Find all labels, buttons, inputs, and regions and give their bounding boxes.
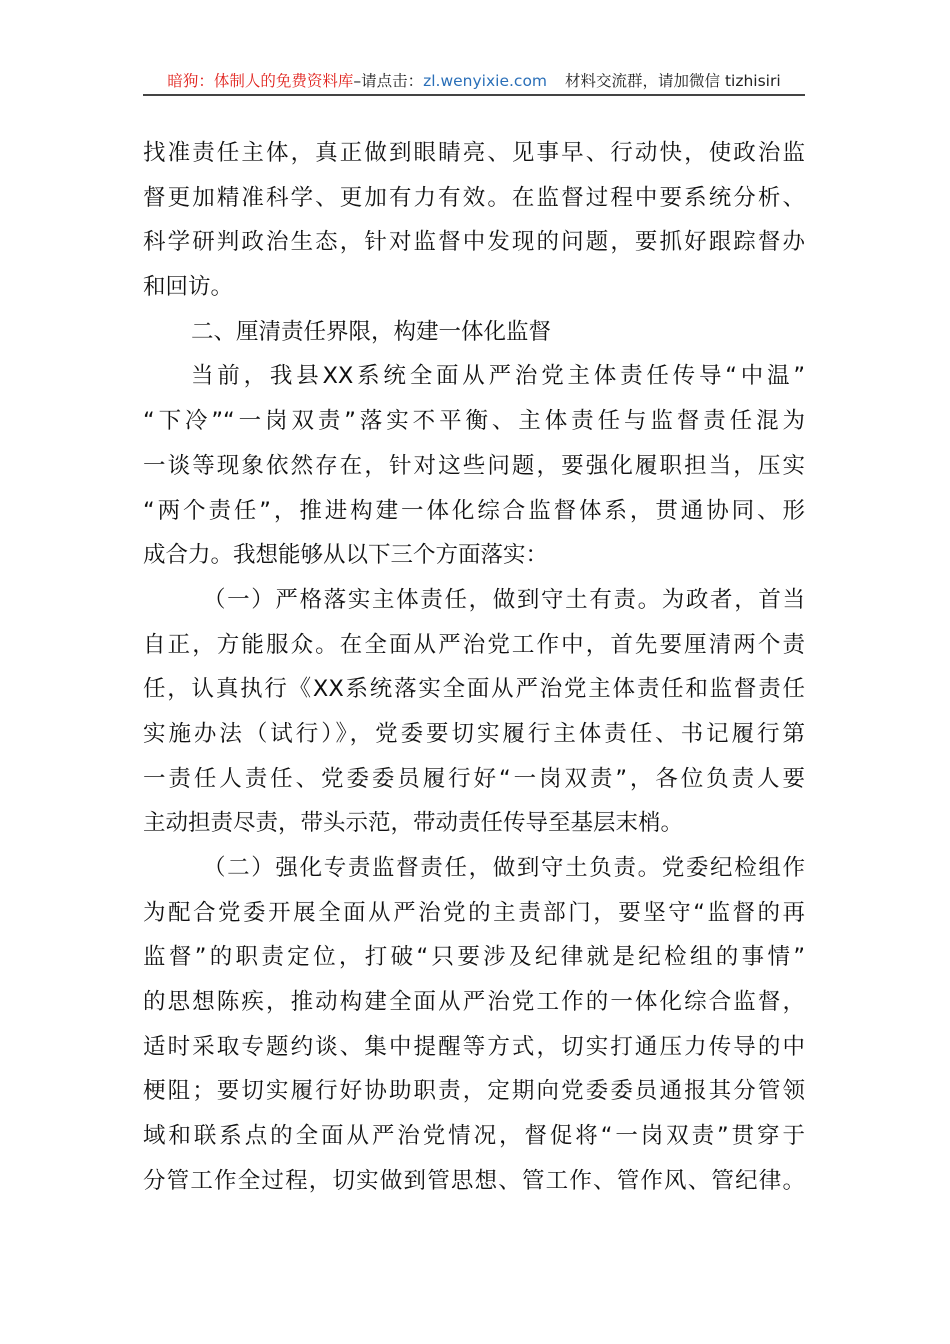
text-line: 的思想陈疾，推动构建全面从严治党工作的一体化综合监督， — [143, 989, 805, 1016]
header-contact: 材料交流群，请加微信 tizhisiri — [565, 72, 781, 90]
text-line: 监督”的职责定位，打破“只要涉及纪律就是纪检组的事情” — [143, 944, 805, 971]
header-brand: 暗狗：体制人的免费资料库 — [167, 72, 354, 90]
text-line: 督更加精准科学、更加有力有效。在监督过程中要系统分析、 — [143, 184, 805, 211]
subsection-line: （一）严格落实主体责任，做到守土有责。为政者，首当 — [203, 586, 805, 613]
text-line: “两个责任”，推进构建一体化综合监督体系，贯通协同、形 — [143, 497, 805, 524]
text-line: 自正，方能服众。在全面从严治党工作中，首先要厘清两个责 — [143, 631, 805, 658]
text-line: 适时采取专题约谈、集中提醒等方式，切实打通压力传导的中 — [143, 1033, 805, 1060]
text-line: 分管工作全过程，切实做到管思想、管工作、管作风、管纪律。 — [143, 1167, 805, 1194]
text-line: 一谈等现象依然存在，针对这些问题，要强化履职担当，压实 — [143, 452, 805, 479]
text-line: 科学研判政治生态，针对监督中发现的问题，要抓好跟踪督办 — [143, 229, 805, 256]
document-body — [143, 135, 805, 1208]
section-heading: 二、厘清责任界限，构建一体化监督 — [191, 318, 552, 345]
text-line: 当前，我县XX系统全面从严治党主体责任传导“中温” — [191, 363, 805, 390]
text-line: 任，认真执行《XX系统落实全面从严治党主体责任和监督责任 — [143, 676, 805, 703]
text-line: 一责任人责任、党委委员履行好“一岗双责”，各位负责人要 — [143, 765, 805, 792]
text-line: 主动担责尽责，带头示范，带动责任传导至基层末梢。 — [143, 810, 684, 837]
text-line: “下冷”“一岗双责”落实不平衡、主体责任与监督责任混为 — [143, 408, 805, 435]
text-line: 找准责任主体，真正做到眼睛亮、见事早、行动快，使政治监 — [143, 140, 805, 166]
text-line: 为配合党委开展全面从严治党的主责部门，要坚守“监督的再 — [143, 899, 805, 926]
text-line: 梗阻；要切实履行好协助职责，定期向党委委员通报其分管领 — [143, 1078, 805, 1105]
text-line: 成合力。我想能够从以下三个方面落实： — [143, 542, 549, 569]
text-line: 域和联系点的全面从严治党情况，督促将“一岗双责”贯穿于 — [143, 1123, 805, 1150]
subsection-line: （二）强化专责监督责任，做到守土负责。党委纪检组作 — [203, 855, 805, 881]
page-header — [143, 68, 805, 96]
text-line: 和回访。 — [143, 274, 234, 301]
header-click-prompt: –请点击： — [353, 72, 424, 90]
header-link[interactable]: zl.wenyixie.com — [423, 72, 548, 90]
text-line: 实施办法（试行）》，党委要切实履行主体责任、书记履行第 — [143, 720, 805, 747]
